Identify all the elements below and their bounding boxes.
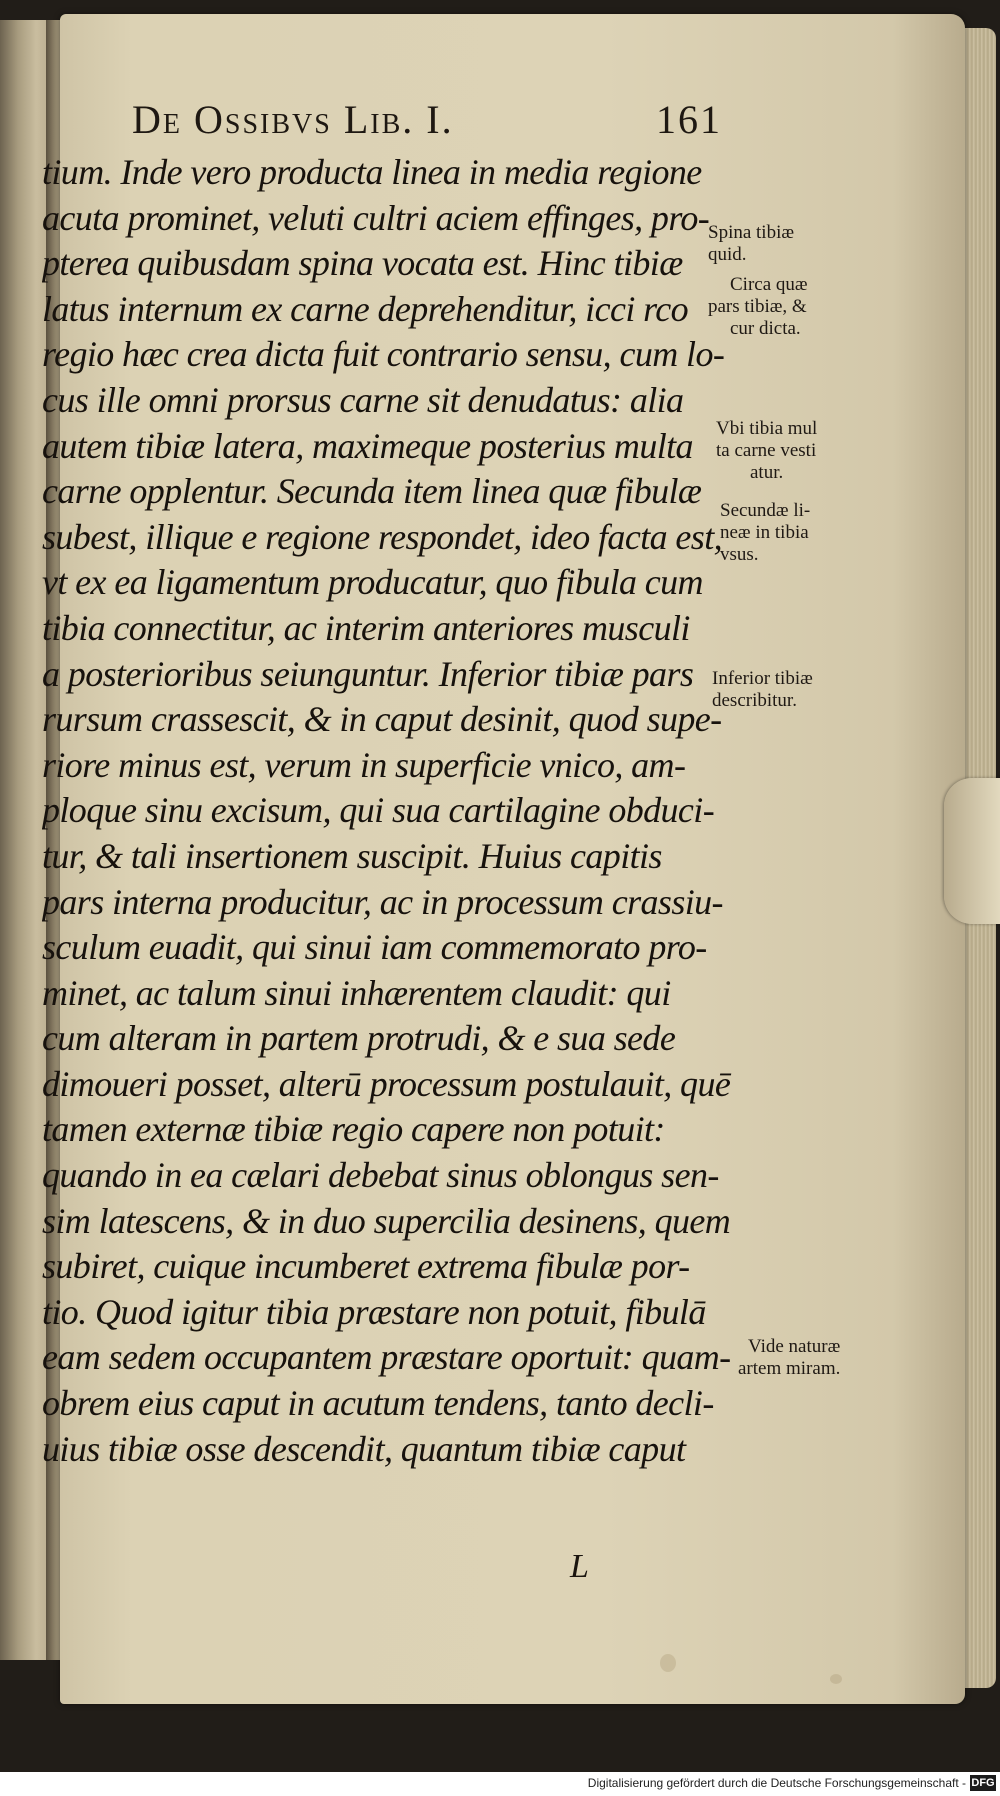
- margin-note: [716, 418, 817, 484]
- body-text: [42, 150, 732, 1472]
- margin-note-line: Inferior tibiæ: [712, 668, 813, 689]
- text-line: tio. Quod igitur tibia præstare non potuit, fibulā: [42, 1291, 706, 1332]
- paper-stain: [660, 1654, 676, 1672]
- dfg-logo: DFG: [971, 1777, 995, 1789]
- text-line: tur, & tali insertionem suscipit. Huius capitis: [42, 835, 662, 876]
- text-line: sim latescens, & in duo supercilia desinens, quem: [42, 1200, 731, 1241]
- margin-note-line: quid.: [708, 244, 747, 265]
- margin-note: [720, 500, 810, 566]
- text-line: cus ille omni prorsus carne sit denudatus: alia: [42, 379, 684, 420]
- margin-note-line: vsus.: [720, 544, 759, 565]
- text-line: tamen externæ tibiæ regio capere non potuit:: [42, 1109, 665, 1150]
- text-line: carne opplentur. Secunda item linea quæ fibulæ: [42, 471, 702, 512]
- catchword: L: [570, 1548, 589, 1585]
- text-line: minet, ac talum sinui inhærentem claudit: qui: [42, 972, 671, 1013]
- text-line: acuta prominet, veluti cultri aciem effinges, pro-: [42, 197, 710, 238]
- margin-note-line: artem miram.: [738, 1358, 841, 1379]
- text-line: cum alteram in partem protrudi, & e sua sede: [42, 1018, 676, 1059]
- text-line: quando in ea cælari debebat sinus oblongus sen-: [42, 1155, 719, 1196]
- text-line: subiret, cuique incumberet extrema fibulæ por-: [42, 1246, 690, 1287]
- text-line: tium. Inde vero producta linea in media regione: [42, 152, 702, 192]
- margin-note: [712, 668, 813, 712]
- margin-note-line: neæ in tibia: [720, 522, 809, 543]
- text-line: pterea quibusdam spina vocata est. Hinc tibiæ: [42, 243, 683, 284]
- margin-note-line: Circa quæ: [730, 274, 808, 295]
- text-line: rursum crassescit, & in caput desinit, quod supe-: [42, 699, 722, 740]
- text-line: regio hæc crea dicta fuit contrario sensu, cum lo-: [42, 334, 725, 375]
- funding-credit: Digitalisierung gefördert durch die Deutsche Forschungsgemeinschaft -: [587, 1776, 966, 1790]
- text-line: uius tibiæ osse descendit, quantum tibiæ caput: [42, 1428, 686, 1469]
- text-line: subest, illique e regione respondet, ideo facta est,: [42, 516, 722, 557]
- margin-note-line: Vbi tibia mul: [716, 418, 818, 439]
- text-line: vt ex ea ligamentum producatur, quo fibula cum: [42, 562, 703, 603]
- margin-note-line: Spina tibiæ: [708, 222, 795, 243]
- text-line: eam sedem occupantem præstare oportuit: quam-: [42, 1337, 731, 1378]
- text-line: autem tibiæ latera, maximeque posterius multa: [42, 425, 693, 466]
- margin-note-line: Vide naturæ: [748, 1336, 841, 1357]
- margin-note-line: Secundæ li-: [720, 500, 811, 521]
- page-number: 161: [656, 97, 722, 142]
- margin-note-line: describitur.: [712, 690, 797, 711]
- margin-note-line: cur dicta.: [730, 318, 801, 339]
- text-line: riore minus est, verum in superficie vnico, am-: [42, 744, 686, 785]
- digitization-footer: [0, 1772, 1000, 1796]
- text-line: sculum euadit, qui sinui iam commemorato pro-: [42, 927, 707, 968]
- margin-note-line: ta carne vesti: [716, 440, 817, 461]
- margin-note-line: atur.: [750, 462, 784, 483]
- text-line: a posterioribus seiunguntur. Inferior tibiæ pars: [42, 653, 694, 694]
- margin-note: [738, 1336, 840, 1380]
- margin-note: [708, 222, 794, 266]
- text-line: dimoueri posset, alterū processum postulauit, quē: [42, 1063, 731, 1104]
- running-header: [132, 96, 722, 146]
- text-line: pars interna producitur, ac in processum crassiu-: [42, 881, 723, 922]
- text-line: tibia connectitur, ac interim anteriores musculi: [42, 607, 690, 648]
- margin-note-line: pars tibiæ, &: [708, 296, 807, 317]
- page-clip: [944, 778, 1000, 924]
- text-line: latus internum ex carne deprehenditur, icci rco: [42, 288, 688, 329]
- text-line: ploque sinu excisum, qui sua cartilagine obduci-: [42, 790, 715, 831]
- paper-stain: [830, 1674, 842, 1684]
- margin-note: [708, 274, 808, 340]
- running-title: De Ossibvs Lib. I.: [132, 97, 454, 142]
- text-line: obrem eius caput in acutum tendens, tanto decli-: [42, 1383, 714, 1424]
